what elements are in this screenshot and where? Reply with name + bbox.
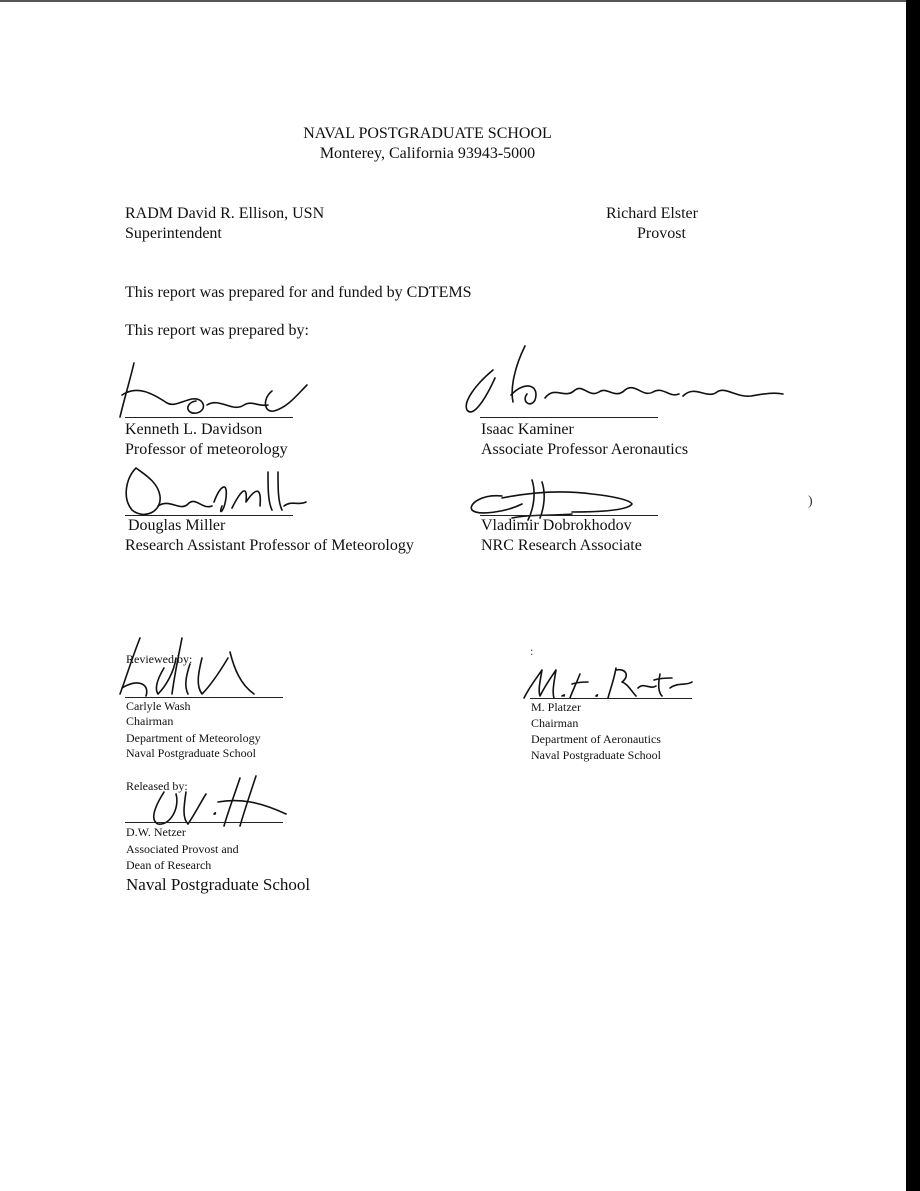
school-name: NAVAL POSTGRADUATE SCHOOL [303, 125, 552, 142]
releaser-school: Naval Postgraduate School [126, 875, 311, 894]
reviewer-wash-name: Carlyle Wash [126, 699, 191, 713]
kaminer-signature-line [480, 417, 658, 418]
margin-paren-mark: ) [808, 494, 813, 509]
school-address: Monterey, California 93943-5000 [319, 145, 536, 162]
reviewed-by-label: Reviewed by: [126, 652, 193, 666]
wash-signature [112, 628, 292, 698]
wash-signature-line [125, 697, 283, 698]
author-miller-title: Research Assistant Professor of Meteorology [125, 537, 414, 554]
colon-mark: : [530, 644, 534, 658]
author-kaminer-name: Isaac Kaminer [481, 421, 574, 438]
reviewer-platzer-name: M. Platzer [531, 700, 581, 714]
netzer-signature-line [125, 822, 283, 823]
author-davidson-name: Kenneth L. Davidson [125, 421, 263, 438]
reviewer-wash-school: Naval Postgraduate School [126, 746, 256, 760]
reviewer-platzer-dept: Department of Aeronautics [531, 732, 661, 746]
miller-signature [122, 462, 312, 520]
provost-name: Richard Elster [606, 205, 698, 222]
superintendent-title: Superintendent [125, 225, 222, 242]
reviewer-wash-dept: Department of Meteorology [126, 731, 261, 745]
scan-edge-bar [906, 0, 920, 1191]
kaminer-signature [455, 340, 785, 420]
superintendent-name: RADM David R. Ellison, USN [125, 205, 325, 222]
author-dobrokhodov-title: NRC Research Associate [481, 537, 642, 554]
platzer-signature-line [530, 698, 692, 699]
prepared-by-label: This report was prepared by: [125, 322, 309, 339]
provost-title: Provost [637, 225, 686, 242]
author-davidson-title: Professor of meteorology [125, 441, 288, 458]
top-edge-rule [0, 0, 906, 2]
releaser-title-1: Associated Provost and [126, 842, 239, 856]
author-miller-name: Douglas Miller [128, 517, 226, 534]
reviewer-platzer-school: Naval Postgraduate School [531, 748, 661, 762]
author-kaminer-title: Associate Professor Aeronautics [481, 441, 689, 458]
author-dobrokhodov-name: Vladimir Dobrokhodov [481, 517, 632, 534]
funding-statement: This report was prepared for and funded by CDTEMS [125, 284, 472, 301]
releaser-title-2: Dean of Research [126, 858, 212, 872]
platzer-signature [520, 662, 700, 702]
reviewer-platzer-role: Chairman [531, 716, 579, 730]
reviewer-wash-role: Chairman [126, 714, 174, 728]
davidson-signature [112, 355, 312, 420]
released-by-label: Released by: [126, 779, 188, 793]
davidson-signature-line [125, 417, 293, 418]
releaser-name: D.W. Netzer [126, 825, 186, 839]
